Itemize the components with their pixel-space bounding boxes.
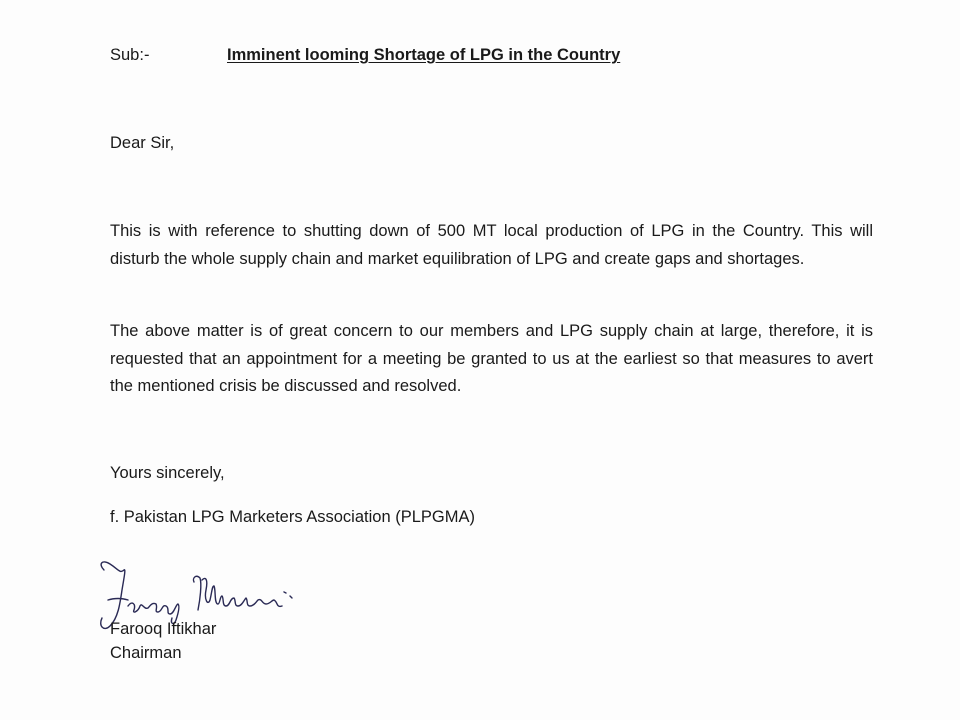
closing: Yours sincerely, [110, 464, 225, 482]
organization-name: f. Pakistan LPG Marketers Association (PLPGMA) [110, 508, 475, 526]
subject-title: Imminent looming Shortage of LPG in the Country [227, 46, 621, 64]
signatory-title: Chairman [110, 644, 182, 662]
body-paragraph-2: The above matter is of great concern to our members and LPG supply chain at large, therefore, it is requested that an appointment for a meeting be granted to us at the earliest so that measures to avert the mentioned crisis be discussed and resolved. [110, 322, 873, 395]
body-paragraph-1: This is with reference to shutting down of 500 MT local production of LPG in the Country. This will disturb the whole supply chain and market equilibration of LPG and create gaps and shortages. [110, 222, 873, 268]
signatory-name: Farooq Iftikhar [110, 620, 217, 638]
subject-label: Sub:- [110, 46, 150, 64]
salutation: Dear Sir, [110, 134, 175, 152]
